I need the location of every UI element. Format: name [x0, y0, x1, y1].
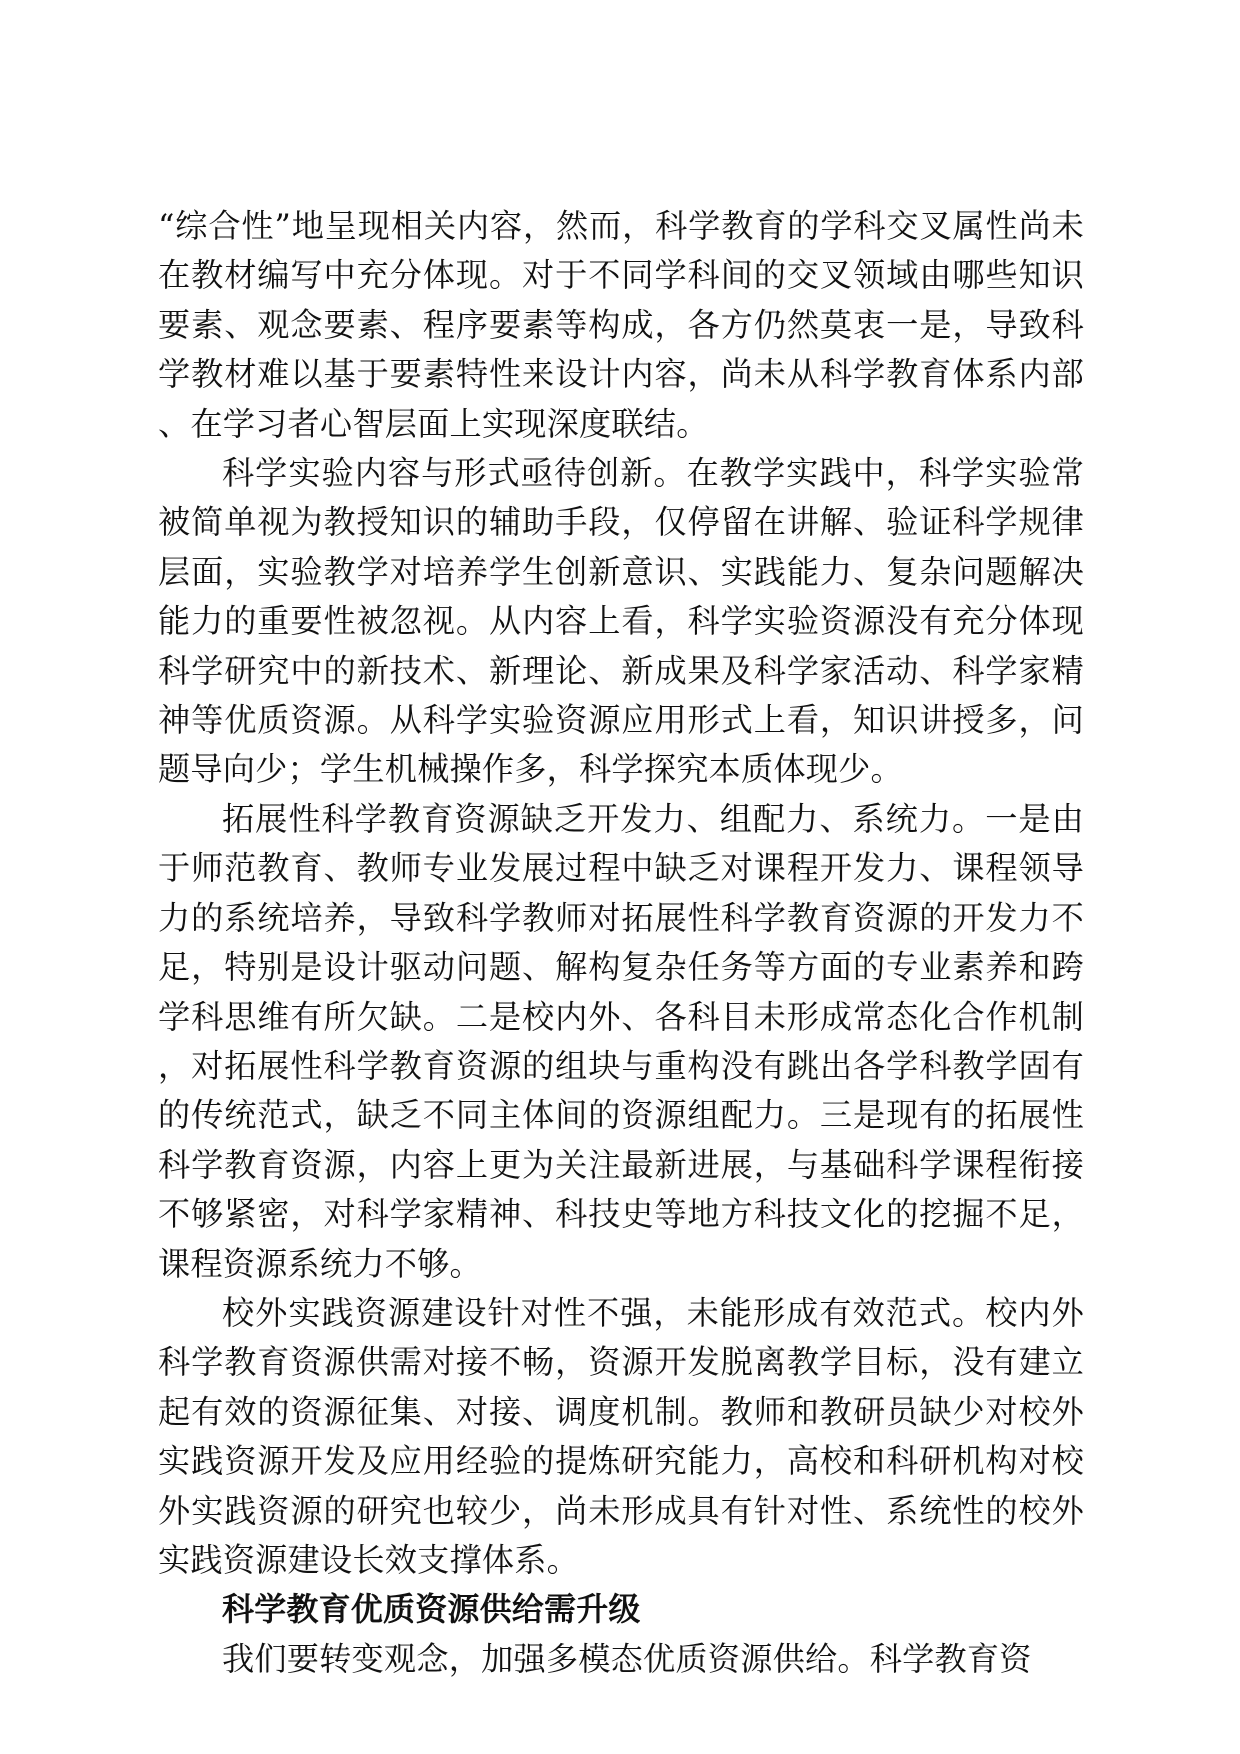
- document-page: [158, 202, 1084, 1684]
- paragraph-extended-resources: 拓展性科学教育资源缺乏开发力、组配力、系统力。一是由于师范教育、教师专业发展过程中缺乏对课程开发力、课程领导力的系统培养，导致科学教师对拓展性科学教育资源的开发力不足，特别是设计驱动问题、解构复杂任务等方面的专业素养和跨学科思维有所欠缺。二是校内外、各科目未形成常态化合作机制，对拓展性科学教育资源的组块与重构没有跳出各学科教学固有的传统范式，缺乏不同主体间的资源组配力。三是现有的拓展性科学教育资源，内容上更为关注最新进展，与基础科学课程衔接不够紧密，对科学家精神、科技史等地方科技文化的挖掘不足，课程资源系统力不够。: [158, 799, 1084, 1283]
- paragraph-textbook-integration: “综合性”地呈现相关内容，然而，科学教育的学科交叉属性尚未在教材编写中充分体现。对于不同学科间的交叉领域由哪些知识要素、观念要素、程序要素等构成，各方仍然莫衷一是，导致科学教材难以基于要素特性来设计内容，尚未从科学教育体系内部、在学习者心智层面上实现深度联结。: [158, 207, 1084, 443]
- section-heading: 科学教育优质资源供给需升级: [222, 1590, 641, 1629]
- paragraph-resource-supply: 我们要转变观念，加强多模态优质资源供给。科学教育资: [222, 1639, 1032, 1678]
- paragraph-offcampus-resources: 校外实践资源建设针对性不强，未能形成有效范式。校内外科学教育资源供需对接不畅，资源开发脱离教学目标，没有建立起有效的资源征集、对接、调度机制。教师和教研员缺少对校外实践资源开发及应用经验的提炼研究能力，高校和科研机构对校外实践资源的研究也较少，尚未形成具有针对性、系统性的校外实践资源建设长效支撑体系。: [158, 1293, 1084, 1579]
- paragraph-experiment-innovation: 科学实验内容与形式亟待创新。在教学实践中，科学实验常被简单视为教授知识的辅助手段，仅停留在讲解、验证科学规律层面，实验教学对培养学生创新意识、实践能力、复杂问题解决能力的重要性被忽视。从内容上看，科学实验资源没有充分体现科学研究中的新技术、新理论、新成果及科学家活动、科学家精神等优质资源。从科学实验资源应用形式上看，知识讲授多，问题导向少；学生机械操作多，科学探究本质体现少。: [158, 454, 1084, 789]
